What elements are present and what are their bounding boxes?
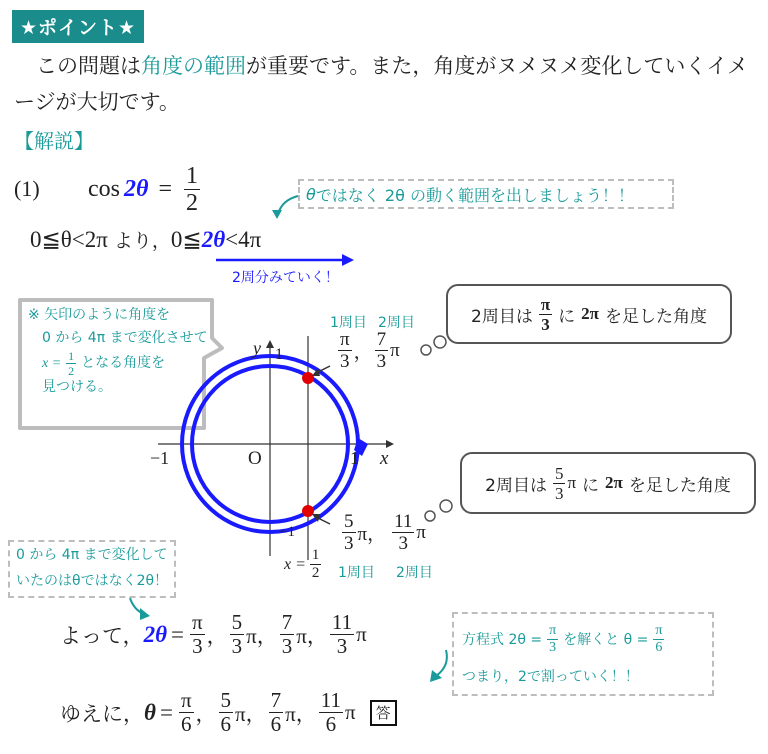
right-note-arrow [424, 646, 458, 686]
top-angles: $\frac{\pi}{3}$ ， $\frac{7}{3}$ π [340, 329, 400, 372]
hint-top-box [298, 179, 674, 209]
x-label: x [380, 448, 389, 469]
intro-paragraph [14, 48, 759, 120]
bottom-angles: $\frac{5}{3}$ π， $\frac{11}{3}$ π [344, 511, 426, 554]
bubble-bottom: 2周目は $\frac{5}{3}$ π に 2π を足した角度 [460, 452, 756, 514]
hint-text: ではなく 2θ の動く範囲を出しましょう！！ [315, 185, 634, 205]
lap1-top: 1周目 [330, 315, 367, 331]
left-note-line4: 見つける。 [42, 379, 112, 395]
intro-part1: この問題は [36, 54, 141, 78]
x-one: 1 [350, 448, 359, 468]
left-note-line1: ※ 矢印のように角度を [28, 307, 171, 323]
range-line [30, 226, 261, 253]
cos-arg: 2θ [124, 176, 149, 202]
y-minus-one: −1 [279, 524, 295, 540]
eq-sign: = [158, 176, 173, 202]
intro-part2: が重要です。また，角度がヌメヌメ変化していくイメージが大切です。 [14, 54, 749, 114]
range-left: 0≦θ<2π [30, 227, 108, 252]
intro-highlight: 角度の範囲 [141, 54, 246, 78]
point-bottom [302, 505, 314, 517]
range-right-a: 0≦ [170, 227, 202, 252]
left-note-line3: x = $\frac{1}{2}$ となる角度を [42, 348, 166, 378]
mid-note: 0 から 4π まで変化して いたのはθではなく2θ！ [8, 540, 176, 598]
problem-fraction: $\frac{1}{2}$ [186, 163, 199, 216]
range-note: 2周分みていく！ [232, 270, 339, 286]
lap1-bottom: 1周目 [338, 565, 375, 581]
lap2-top: 2周目 [378, 315, 415, 331]
problem-equation [88, 164, 202, 215]
answer-mark: 答 [370, 700, 397, 726]
x-half-label: x = $\frac{1}{2}$ [284, 547, 320, 581]
hint-arrow [268, 192, 308, 222]
point-top [302, 372, 314, 384]
right-note: 方程式 2θ = $\frac{\pi}{3}$ を解くと θ = $\frac{\pi}{6}$ つまり，2で割っていく！！ [452, 612, 714, 696]
left-note-line2: 0 から 4π まで変化させて [42, 330, 208, 346]
range-arrow [214, 252, 356, 268]
bubble-top: 2周目は $\frac{\pi}{3}$ に 2π を足した角度 [446, 284, 732, 344]
result-2theta: よって， 2θ = $\frac{\pi}{3}$ ， $\frac{5}{3}$ π， $\frac{7}{3}$ π， $\frac{11}{3}$ π [60, 610, 367, 658]
cos-label: cos [88, 176, 120, 202]
range-yori: より， [107, 230, 171, 252]
point-title: ★ポイント★ [12, 10, 144, 43]
y-one: 1 [275, 346, 283, 363]
origin-label: O [248, 448, 262, 469]
range-right-b: 2θ [201, 227, 226, 252]
lap2-bottom: 2周目 [396, 565, 433, 581]
hint-theta: θ [306, 184, 316, 204]
problem-number: (1) [14, 176, 40, 201]
x-minus-one: −1 [150, 448, 170, 468]
section-label: 【解説】 [14, 129, 94, 153]
result-theta: ゆえに， θ = $\frac{\pi}{6}$ ， $\frac{5}{6}$ π， $\frac{7}{6}$ π， $\frac{11}{6}$ π 答 [60, 690, 397, 735]
y-label: y [253, 338, 261, 358]
range-right-c: <4π [225, 227, 262, 252]
